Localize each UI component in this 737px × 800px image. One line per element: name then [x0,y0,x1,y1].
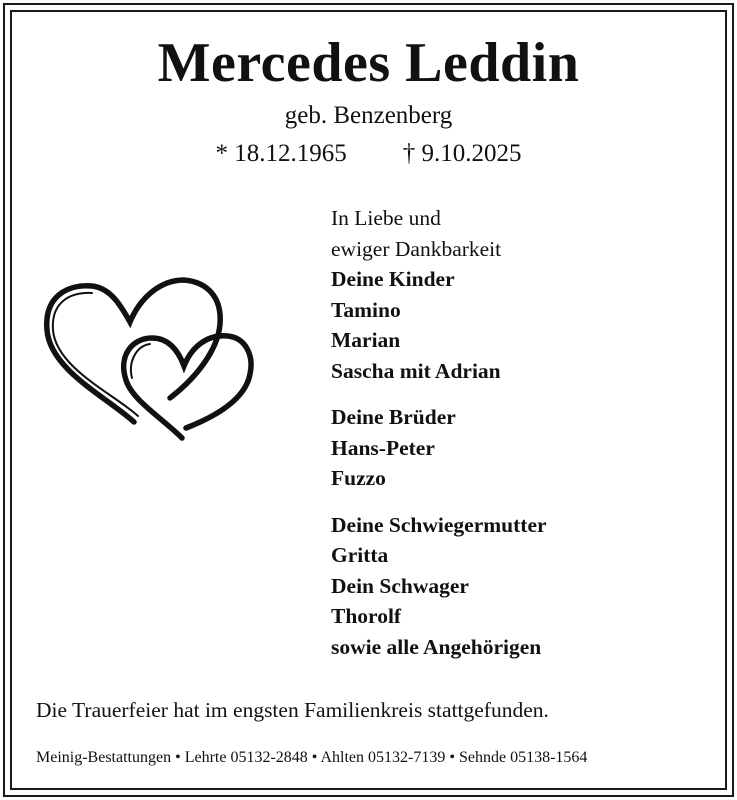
group-heading: Deine Schwiegermutter [331,512,547,537]
mourner-name: sowie alle Angehörigen [331,634,542,659]
maiden-name: geb. Benzenberg [284,102,453,129]
group-heading: Dein Schwager [331,573,469,598]
mourners-list [331,203,547,662]
mourner-name: Hans-Peter [331,435,435,460]
deceased-name: Mercedes Leddin [157,32,580,94]
mourner-name: Tamino [331,297,401,322]
intro-line: In Liebe und [331,206,441,230]
mourner-name: Gritta [331,543,389,567]
mourner-name: Sascha mit Adrian [331,358,501,383]
life-dates [0,138,737,170]
mourner-name: Thorolf [331,604,402,628]
mourner-name: Marian [331,328,401,352]
group-heading: Deine Kinder [331,267,455,291]
mourner-name: Fuzzo [331,466,386,490]
two-hearts-icon [34,270,256,446]
birth-date: * 18.12.1965 [215,140,347,167]
group-heading: Deine Brüder [331,405,456,429]
death-date: † 9.10.2025 [402,140,522,167]
ceremony-note: Die Trauerfeier hat im engsten Familienkreis stattgefunden. [36,698,549,722]
funeral-home-footer: Meinig-Bestattungen • Lehrte 05132-2848 • Ahlten 05132-7139 • Sehnde 05138-1564 [36,749,588,766]
intro-line: ewiger Dankbarkeit [331,236,502,261]
